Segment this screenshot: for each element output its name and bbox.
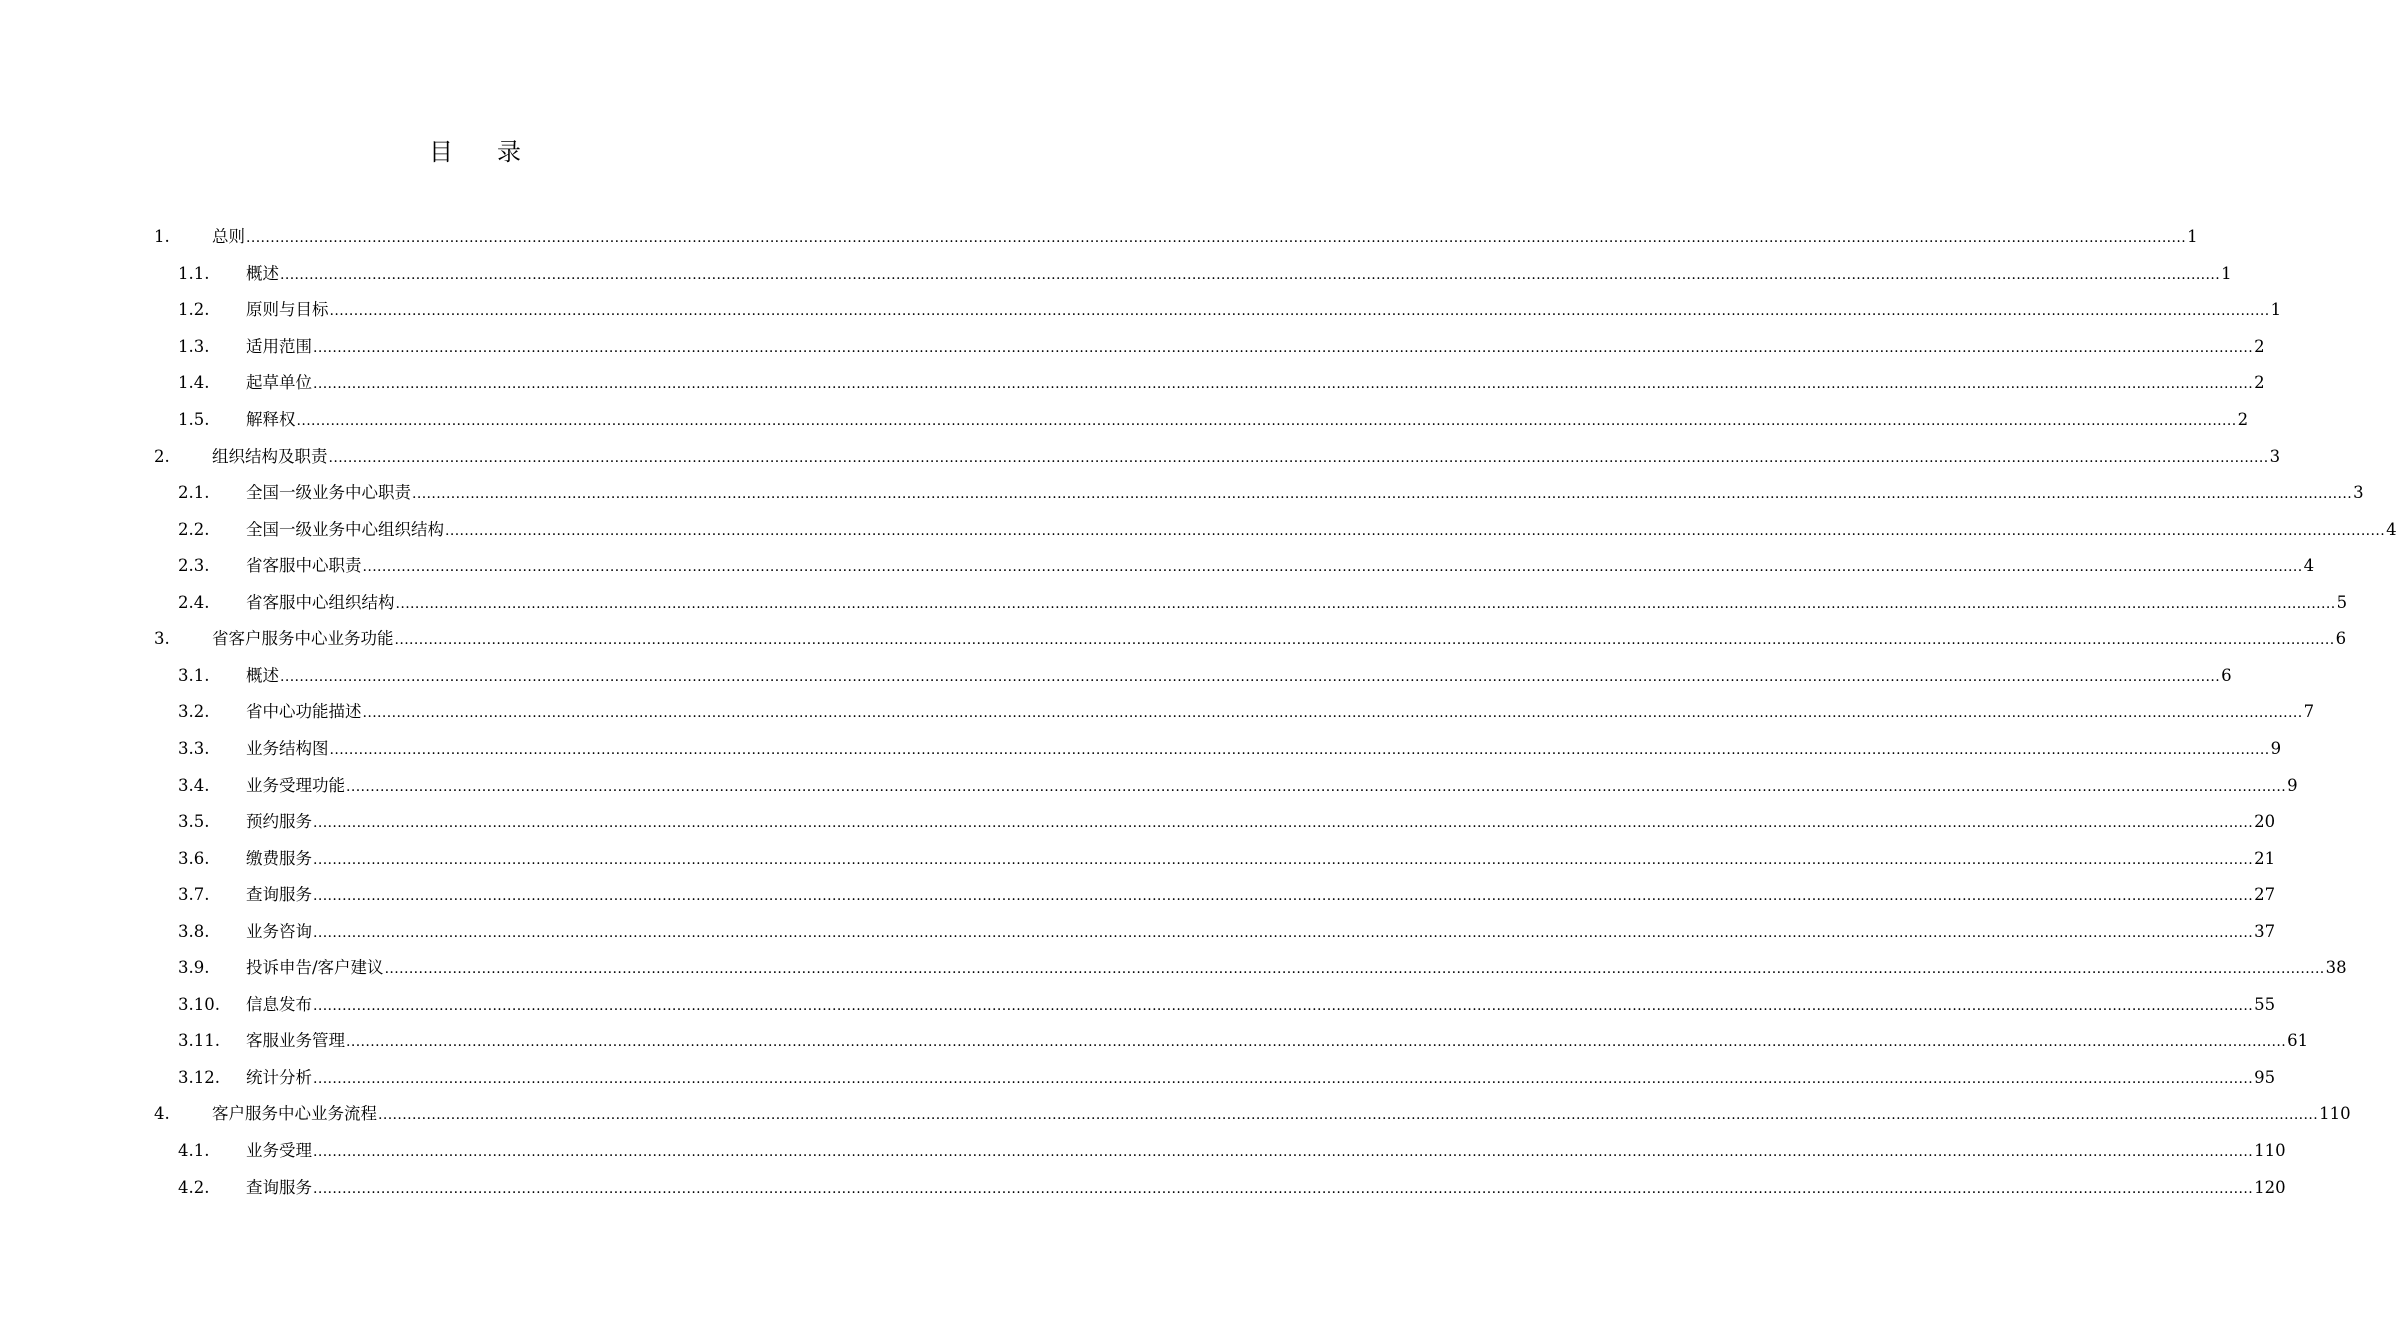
toc-dot-leader: ................................................................................................................................................................................................................................................................................................................................................................................................................	[328, 449, 2269, 466]
toc-entry-number: 2.3.	[178, 556, 210, 576]
toc-entry-body	[246, 410, 2249, 430]
toc-entry-body	[246, 958, 2347, 978]
toc-entry[interactable]	[0, 877, 2276, 914]
toc-dot-leader: ................................................................................................................................................................................................................................................................................................................................................................................................................	[313, 1180, 2254, 1197]
toc-entry-number: 4.1.	[178, 1141, 210, 1161]
toc-entry-body	[246, 665, 2232, 686]
toc-entry[interactable]	[0, 219, 2198, 256]
toc-entry-page: 55	[2254, 994, 2276, 1014]
toc-heading-right: 录	[497, 138, 521, 166]
toc-entry-title: 全国一级业务中心职责	[246, 483, 411, 503]
toc-entry[interactable]	[0, 987, 2276, 1024]
toc-dot-leader: ................................................................................................................................................................................................................................................................................................................................................................................................................	[346, 1034, 2287, 1051]
toc-entry-body	[246, 592, 2348, 613]
toc-entry-title: 适用范围	[246, 336, 312, 356]
toc-entry-number: 3.	[154, 629, 170, 649]
toc-entry-body	[246, 812, 2276, 832]
toc-entry[interactable]	[0, 548, 2315, 585]
toc-entry-page: 21	[2254, 848, 2276, 868]
toc-entry-page: 20	[2254, 812, 2276, 832]
toc-entry-number: 2.4.	[178, 592, 210, 612]
toc-entry-title: 预约服务	[246, 812, 312, 832]
toc-entry-page: 120	[2254, 1177, 2286, 1197]
toc-entry-number: 2.2.	[178, 519, 210, 539]
toc-entry-body	[246, 702, 2315, 722]
toc-entry[interactable]	[0, 475, 2364, 512]
toc-entry-title: 业务结构图	[246, 738, 329, 758]
toc-entry-title: 业务受理	[246, 1141, 312, 1161]
toc-entry-title: 查询服务	[246, 1177, 312, 1197]
toc-entry-body	[246, 336, 2265, 357]
toc-entry-body	[246, 373, 2265, 393]
toc-entry-number: 3.12.	[178, 1067, 220, 1087]
toc-entry-title: 总则	[212, 227, 245, 247]
toc-dot-leader: ................................................................................................................................................................................................................................................................................................................................................................................................................	[313, 924, 2254, 941]
toc-entry-page: 1	[2270, 300, 2282, 320]
toc-dot-leader: ................................................................................................................................................................................................................................................................................................................................................................................................................	[412, 486, 2353, 503]
toc-entry-number: 2.1.	[178, 483, 210, 503]
toc-entry-title: 全国一级业务中心组织结构	[246, 519, 444, 539]
toc-entry-page: 110	[2254, 1141, 2286, 1161]
toc-entry-title: 业务受理功能	[246, 775, 345, 795]
toc-dot-leader: ................................................................................................................................................................................................................................................................................................................................................................................................................	[394, 632, 2335, 649]
toc-dot-leader: ................................................................................................................................................................................................................................................................................................................................................................................................................	[313, 1144, 2254, 1161]
toc-entry[interactable]	[0, 694, 2315, 731]
toc-entry-title: 组织结构及职责	[212, 446, 328, 466]
toc-entry-title: 业务咨询	[246, 921, 312, 941]
toc-entry-page: 38	[2325, 958, 2347, 978]
toc-entry-body	[212, 446, 2281, 467]
toc-entry-body	[212, 227, 2198, 247]
toc-entry-number: 3.2.	[178, 702, 210, 722]
toc-entry-number: 3.9.	[178, 958, 210, 978]
toc-entry-title: 概述	[246, 263, 279, 283]
toc-entry-title: 解释权	[246, 410, 296, 430]
toc-entry-number: 3.3.	[178, 738, 210, 758]
toc-entry-number: 4.2.	[178, 1177, 210, 1197]
toc-entry-title: 统计分析	[246, 1067, 312, 1087]
toc-entry[interactable]	[0, 950, 2347, 987]
toc-entry-number: 1.4.	[178, 373, 210, 393]
toc-entry-number: 3.4.	[178, 775, 210, 795]
toc-entry[interactable]	[0, 767, 2298, 804]
toc-entry[interactable]	[0, 585, 2348, 622]
toc-dot-leader: ................................................................................................................................................................................................................................................................................................................................................................................................................	[296, 413, 2237, 430]
toc-entry-number: 1.2.	[178, 300, 210, 320]
toc-entry[interactable]	[0, 511, 2397, 548]
toc-entry-body	[212, 629, 2347, 649]
toc-entry-title: 缴费服务	[246, 848, 312, 868]
toc-dot-leader: ................................................................................................................................................................................................................................................................................................................................................................................................................	[346, 778, 2287, 795]
toc-entry-title: 原则与目标	[246, 300, 329, 320]
toc-entry[interactable]	[0, 1133, 2286, 1170]
toc-entry[interactable]	[0, 1023, 2309, 1060]
toc-entry-page: 110	[2319, 1104, 2351, 1124]
toc-entry-page: 9	[2270, 738, 2282, 758]
toc-dot-leader: ................................................................................................................................................................................................................................................................................................................................................................................................................	[313, 815, 2254, 832]
toc-dot-leader: ................................................................................................................................................................................................................................................................................................................................................................................................................	[313, 339, 2254, 356]
toc-entry[interactable]	[0, 658, 2232, 695]
toc-entry-title: 查询服务	[246, 885, 312, 905]
toc-heading-left: 目	[429, 138, 453, 166]
toc-entry[interactable]	[0, 1060, 2276, 1097]
toc-entry-body	[246, 848, 2276, 869]
toc-entry-page: 6	[2335, 629, 2347, 649]
toc-entry-body	[246, 921, 2276, 942]
toc-entry-page: 9	[2287, 775, 2298, 795]
toc-entry-body	[246, 1177, 2286, 1198]
toc-entry-number: 1.3.	[178, 336, 210, 356]
toc-entry[interactable]	[0, 402, 2249, 439]
toc-entry-body	[246, 483, 2364, 503]
toc-entry-number: 3.1.	[178, 665, 210, 685]
toc-entry-number: 3.5.	[178, 812, 210, 832]
toc-entry[interactable]	[0, 913, 2276, 950]
toc-dot-leader: ................................................................................................................................................................................................................................................................................................................................................................................................................	[313, 1070, 2254, 1087]
toc-entry-page: 1	[2187, 227, 2198, 247]
toc-entry-title: 省中心功能描述	[246, 702, 362, 722]
toc-entry-number: 3.10.	[178, 994, 220, 1014]
toc-dot-leader: ................................................................................................................................................................................................................................................................................................................................................................................................................	[313, 851, 2254, 868]
toc-dot-leader: ................................................................................................................................................................................................................................................................................................................................................................................................................	[329, 303, 2270, 320]
toc-entry-title: 起草单位	[246, 373, 312, 393]
toc-entry-number: 3.11.	[178, 1031, 220, 1051]
toc-dot-leader: ................................................................................................................................................................................................................................................................................................................................................................................................................	[280, 668, 2221, 685]
toc-entry[interactable]	[0, 256, 2232, 293]
toc-entry-number: 1.1.	[178, 263, 210, 283]
toc-entry-number: 3.7.	[178, 885, 210, 905]
toc-entry[interactable]	[0, 292, 2282, 329]
toc-entry-page: 2	[2237, 410, 2249, 430]
toc-entry-title: 概述	[246, 665, 279, 685]
toc-entry-body	[246, 556, 2315, 576]
toc-dot-leader: ................................................................................................................................................................................................................................................................................................................................................................................................................	[313, 376, 2254, 393]
toc-dot-leader: ................................................................................................................................................................................................................................................................................................................................................................................................................	[362, 559, 2303, 576]
toc-entry[interactable]	[0, 438, 2281, 475]
toc-entry-body	[246, 1141, 2286, 1161]
toc-entry-page: 4	[2386, 519, 2397, 539]
toc-entry[interactable]	[0, 621, 2347, 658]
toc-entry-page: 4	[2303, 556, 2315, 576]
toc-entry-number: 1.5.	[178, 410, 210, 430]
toc-entry-page: 27	[2254, 885, 2276, 905]
toc-entry-page: 6	[2221, 665, 2232, 685]
toc-heading	[0, 132, 950, 172]
toc-entry-page: 3	[2353, 483, 2364, 503]
toc-entry-body	[212, 1104, 2351, 1124]
toc-entry-number: 2.	[154, 446, 170, 466]
toc-entry[interactable]	[0, 329, 2265, 366]
toc-entry-body	[246, 263, 2232, 284]
toc-entry-page: 7	[2303, 702, 2315, 722]
toc-entry-number: 1.	[154, 227, 170, 247]
toc-entry-number: 3.8.	[178, 921, 210, 941]
toc-entry-body	[246, 775, 2298, 796]
toc-entry-page: 1	[2221, 263, 2232, 283]
toc-entry-title: 客服业务管理	[246, 1031, 345, 1051]
toc-entry-page: 2	[2254, 336, 2265, 356]
toc-entry-body	[246, 1067, 2276, 1088]
toc-entry-page: 3	[2269, 446, 2281, 466]
toc-dot-leader: ................................................................................................................................................................................................................................................................................................................................................................................................................	[395, 595, 2336, 612]
toc-entry-page: 2	[2254, 373, 2265, 393]
toc-entry-title: 投诉申告/客户建议	[246, 958, 384, 978]
toc-entry-body	[246, 738, 2282, 759]
toc-entry-title: 客户服务中心业务流程	[212, 1104, 377, 1124]
toc-dot-leader: ................................................................................................................................................................................................................................................................................................................................................................................................................	[313, 888, 2254, 905]
toc-entry[interactable]	[0, 1169, 2286, 1206]
toc-entry[interactable]	[0, 840, 2276, 877]
toc-entry[interactable]	[0, 365, 2265, 402]
toc-entry-page: 95	[2254, 1067, 2276, 1087]
toc-entry-title: 省客服中心组织结构	[246, 592, 395, 612]
toc-dot-leader: ................................................................................................................................................................................................................................................................................................................................................................................................................	[384, 961, 2325, 978]
toc-entry[interactable]	[0, 804, 2276, 841]
toc-entry[interactable]	[0, 1096, 2351, 1133]
toc-entry-body	[246, 519, 2397, 540]
toc-entry-page: 5	[2336, 592, 2348, 612]
toc-dot-leader: ................................................................................................................................................................................................................................................................................................................................................................................................................	[445, 522, 2386, 539]
toc-dot-leader: ................................................................................................................................................................................................................................................................................................................................................................................................................	[246, 230, 2187, 247]
toc-entry-title: 信息发布	[246, 994, 312, 1014]
toc-entry-body	[246, 885, 2276, 905]
toc-dot-leader: ................................................................................................................................................................................................................................................................................................................................................................................................................	[280, 266, 2221, 283]
toc-dot-leader: ................................................................................................................................................................................................................................................................................................................................................................................................................	[313, 997, 2254, 1014]
toc-entry-body	[246, 300, 2282, 320]
toc-entry-body	[246, 994, 2276, 1015]
toc-entry[interactable]	[0, 731, 2282, 768]
toc-dot-leader: ................................................................................................................................................................................................................................................................................................................................................................................................................	[329, 741, 2270, 758]
toc-dot-leader: ................................................................................................................................................................................................................................................................................................................................................................................................................	[378, 1107, 2319, 1124]
toc-entry-body	[246, 1031, 2309, 1051]
toc-entry-number: 4.	[154, 1104, 170, 1124]
toc-entry-page: 37	[2254, 921, 2276, 941]
toc-dot-leader: ................................................................................................................................................................................................................................................................................................................................................................................................................	[362, 705, 2303, 722]
toc-entry-number: 3.6.	[178, 848, 210, 868]
toc-entry-title: 省客户服务中心业务功能	[212, 629, 394, 649]
toc-entry-title: 省客服中心职责	[246, 556, 362, 576]
toc-entry-page: 61	[2287, 1031, 2309, 1051]
